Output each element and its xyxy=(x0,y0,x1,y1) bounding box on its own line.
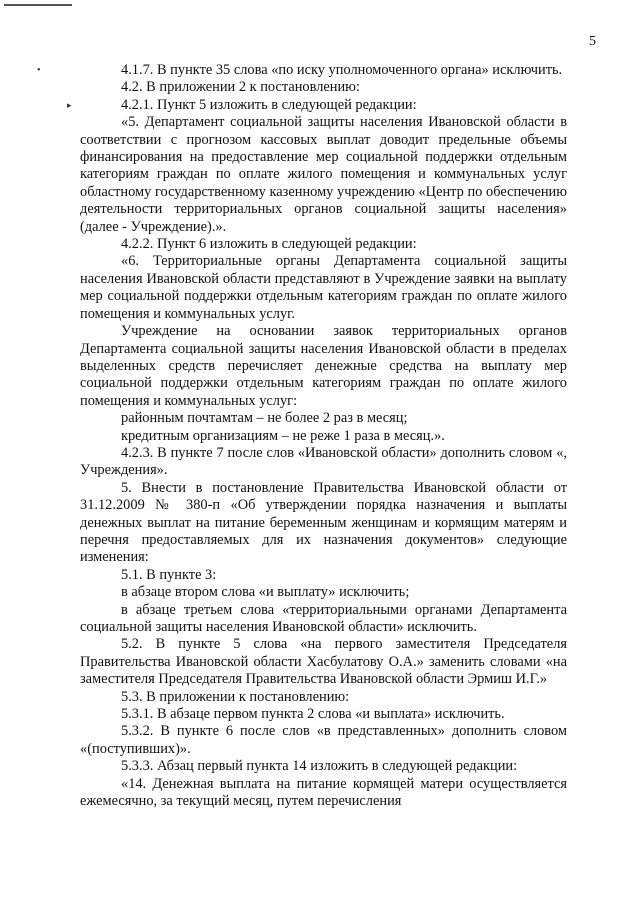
paragraph: 4.2. В приложении 2 к постановлению: xyxy=(121,79,360,96)
paragraph: «14. Денежная выплата на питание кормящей матери осуществляется ежемесячно, за текущий месяц, путем перечисления xyxy=(80,775,567,810)
page-number: 5 xyxy=(589,34,596,49)
scan-artifact-dot: ▸ xyxy=(67,100,72,110)
paragraph: Учреждение на основании заявок территориальных органов Департамента социальной защиты населения Ивановской области в пределах выделенных средств перечисляет денежные средства на выплату мер социальной поддержки отдельным категориям граждан по оплате жилого помещения и коммунальных услуг: xyxy=(80,323,567,409)
document-body xyxy=(80,62,567,810)
paragraph: 4.2.1. Пункт 5 изложить в следующей редакции: xyxy=(121,96,417,113)
scan-top-mark xyxy=(4,4,72,6)
paragraph: «6. Территориальные органы Департамента социальной защиты населения Ивановской области представляют в Учреждение заявки на выплату мер социальной поддержки отдельным категориям граждан по оплате жилого помещения и коммунальных услуг. xyxy=(80,253,567,322)
paragraph: 5.3. В приложении к постановлению: xyxy=(121,688,350,705)
paragraph: 5.3.2. В пункте 6 после слов «в представленных» дополнить словом «(поступивших)». xyxy=(80,723,567,757)
paragraph: в абзаце третьем слова «территориальными органами Департамента социальной защиты населения Ивановской области» исключить. xyxy=(80,601,567,635)
paragraph: 5.3.3. Абзац первый пункта 14 изложить в следующей редакции: xyxy=(121,758,518,775)
paragraph: 4.2.2. Пункт 6 изложить в следующей редакции: xyxy=(121,236,417,253)
scan-artifact-dot: • xyxy=(37,65,41,76)
paragraph: «5. Департамент социальной защиты населения Ивановской области в соответствии с прогнозом кассовых выплат доводит предельные объемы финансирования на предоставление мер социальной поддержки отдельным категориям граждан по оплате жилого помещения и коммунальных услуг областному государственному казенному учреждению «Центр по обеспечению деятельности территориальных органов социальной защиты населения» (далее - Учреждение).». xyxy=(80,114,567,235)
paragraph: районным почтамтам – не более 2 раз в месяц; xyxy=(121,410,408,427)
paragraph: 5. Внести в постановление Правительства Ивановской области от 31.12.2009 № 380-п «Об утверждении порядка назначения и выплаты денежных выплат на питание беременным женщинам и кормящим матерям и перечня предоставляемых для их назначения документов» следующие изменения: xyxy=(80,479,567,566)
paragraph: 5.1. В пункте 3: xyxy=(121,566,217,583)
paragraph: кредитным организациям – не реже 1 раза в месяц.». xyxy=(121,427,445,444)
paragraph: 4.1.7. В пункте 35 слова «по иску уполномоченного органа» исключить. xyxy=(121,62,563,78)
paragraph: 4.2.3. В пункте 7 после слов «Ивановской области» дополнить словом «, Учреждения». xyxy=(80,444,567,479)
paragraph: 5.3.1. В абзаце первом пункта 2 слова «и выплата» исключить. xyxy=(121,706,505,723)
paragraph: в абзаце втором слова «и выплату» исключить; xyxy=(121,584,410,601)
paragraph: 5.2. В пункте 5 слова «на первого заместителя Председателя Правительства Ивановской области Хасбулатову О.А.» заменить словами «на заместителя Председателя Правительства Ивановской области Эрмиш И.Г.» xyxy=(80,636,567,688)
